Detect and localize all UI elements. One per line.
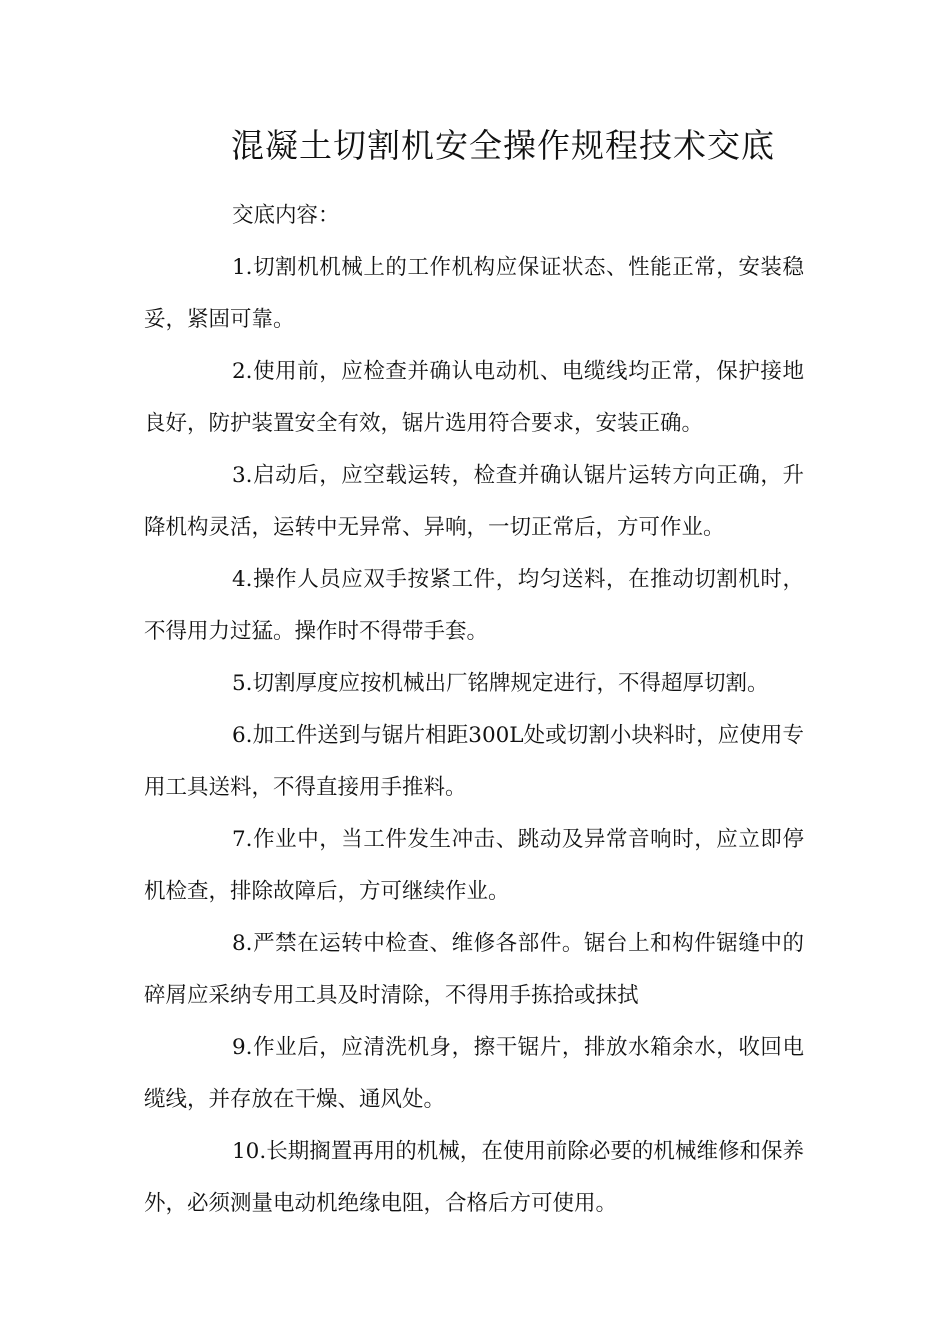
- document-title: 混凝土切割机安全操作规程技术交底: [231, 126, 775, 165]
- document-body: [144, 190, 804, 1230]
- intro-paragraph: 交底内容：: [232, 203, 340, 228]
- item-paragraph-2: 2.使用前，应检查并确认电动机、电缆线均正常，保护接地良好，防护装置安全有效，锯片选用符合要求，安装正确。: [144, 359, 804, 436]
- item-paragraph-10: 10.长期搁置再用的机械，在使用前除必要的机械维修和保养外，必须测量电动机绝缘电阻，合格后方可使用。: [144, 1139, 804, 1216]
- item-paragraph-5: 5.切割厚度应按机械出厂铭牌规定进行，不得超厚切割。: [232, 671, 769, 696]
- item-paragraph-1: 1.切割机机械上的工作机构应保证状态、性能正常，安装稳妥，紧固可靠。: [144, 255, 804, 332]
- item-paragraph-4: 4.操作人员应双手按紧工件，均匀送料，在推动切割机时，不得用力过猛。操作时不得带手套。: [144, 567, 804, 644]
- item-paragraph-7: 7.作业中，当工件发生冲击、跳动及异常音响时，应立即停机检查，排除故障后，方可继续作业。: [144, 827, 804, 904]
- item-paragraph-3: 3.启动后，应空载运转，检查并确认锯片运转方向正确，升降机构灵活，运转中无异常、异响，一切正常后，方可作业。: [144, 463, 804, 540]
- item-paragraph-9: 9.作业后，应清洗机身，擦干锯片，排放水箱余水，收回电缆线，并存放在干燥、通风处。: [144, 1035, 804, 1112]
- item-paragraph-8: 8.严禁在运转中检查、维修各部件。锯台上和构件锯缝中的碎屑应采纳专用工具及时清除，不得用手拣拾或抹拭: [144, 931, 804, 1008]
- item-paragraph-6: 6.加工件送到与锯片相距300L处或切割小块料时，应使用专用工具送料，不得直接用手推料。: [144, 723, 804, 800]
